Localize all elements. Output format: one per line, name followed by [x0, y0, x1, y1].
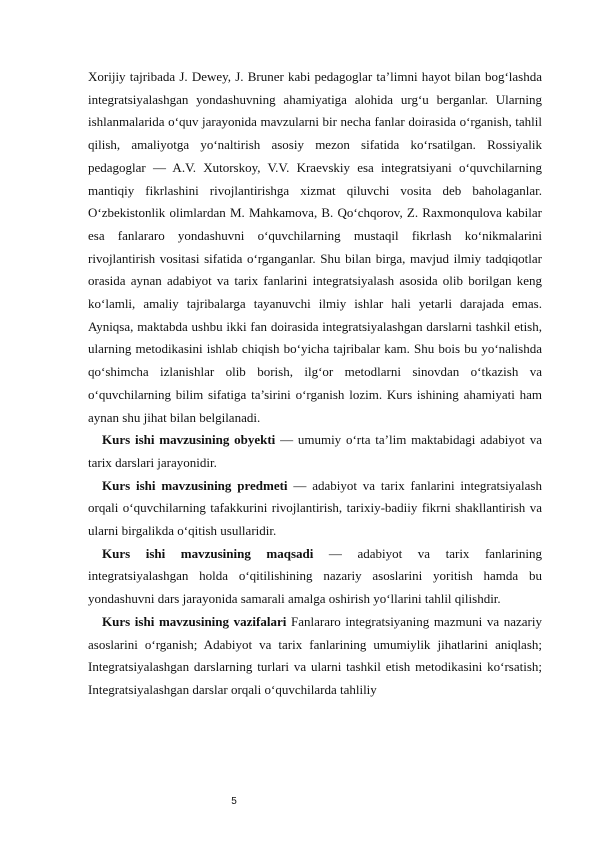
paragraph-foreign-experience: Xorijiy tajribada J. Dewey, J. Bruner kabi pedagoglar ta’limni hayot bilan bog‘lashda integratsiyalashgan yondashuvning ahamiyatiga alohida urg‘u berganlar. Ularning ishlanmalarida o‘quv jarayonida mavzularni bir necha fanlar doirasida o‘rganish, tahlil qilish, amaliyotga yo‘naltirish asosiy mezon sifatida ko‘rsatilgan. Rossiyalik pedagoglar — A.V. Xutorskoy, V.V. Kraevskiy esa integratsiyani o‘quvchilarning mantiqiy fikrlashini rivojlantirishga xizmat qiluvchi vosita deb baholaganlar. O‘zbekistonlik olimlardan M. Mahkamova, B. Qo‘chqorov, Z. Raxmonqulova kabilar esa fanlararo yondashuvni o‘quvchilarning mustaqil fikrlash ko‘nikmalarini rivojlantirish vositasi sifatida o‘rganganlar. Shu bilan birga, mavjud ilmiy tadqiqotlar orasida aynan adabiyot va tarix fanlarini integratsiyalash asosida olib borilgan keng ko‘lamli, amaliy tajribalarga tayanuvchi ilmiy ishlar hali yetarli darajada emas. Ayniqsa, maktabda ushbu ikki fan doirasida integratsiyalashgan darslarni tashkil etish, ularning metodikasini ishlab chiqish bo‘yicha tajribalar kam. Shu bois bu yo‘nalishda qo‘shimcha izlanishlar olib borish, ilg‘or metodlarni sinovdan o‘tkazish va o‘quvchilarning bilim sifatiga ta’sirini o‘rganish lozim. Kurs ishining ahamiyati ham aynan shu jihat bilan belgilanadi.	[88, 69, 542, 425]
paragraph-goal	[88, 543, 542, 611]
subject-text: — adabiyot va tarix fanlarini integratsiyalash orqali o‘quvchilarning tafakkurini rivojlantirish, tarixiy-badiiy fikrni shakllantirish va ularni birgalikda o‘qitish usullaridir.	[88, 477, 542, 539]
goal-text: — adabiyot va tarix fanlarining integratsiyalashgan holda o‘qitilishining nazariy asoslarini yoritish hamda bu yondashuvni dars jarayonida samarali amalga oshirish yo‘llarini tahlil qilishdir.	[88, 545, 543, 607]
paragraph-subject	[88, 475, 542, 543]
object-label: Kurs ishi mavzusining obyekti	[102, 432, 276, 448]
subject-label: Kurs ishi mavzusining predmeti	[102, 477, 288, 493]
tasks-text: Fanlararo integratsiyaning mazmuni va nazariy asoslarini o‘rganish; Adabiyot va tarix fanlarining umumiylik jihatlarini aniqlash; Integratsiyalashgan darslarning turlari va ularni tashkil etish metodikasini ko‘rsatish; Integratsiyalashgan darslar orqali o‘quvchilarda tahliliy	[88, 613, 542, 697]
goal-label: Kurs ishi mavzusining maqsadi	[102, 545, 314, 561]
tasks-label: Kurs ishi mavzusining vazifalari	[102, 613, 287, 629]
paragraph-object	[88, 429, 542, 474]
object-text: — umumiy o‘rta ta’lim maktabidagi adabiyot va tarix darslari jarayonidir.	[88, 432, 542, 470]
page-number: 5	[231, 796, 237, 807]
document-page	[88, 66, 542, 702]
paragraph-tasks	[88, 611, 542, 702]
